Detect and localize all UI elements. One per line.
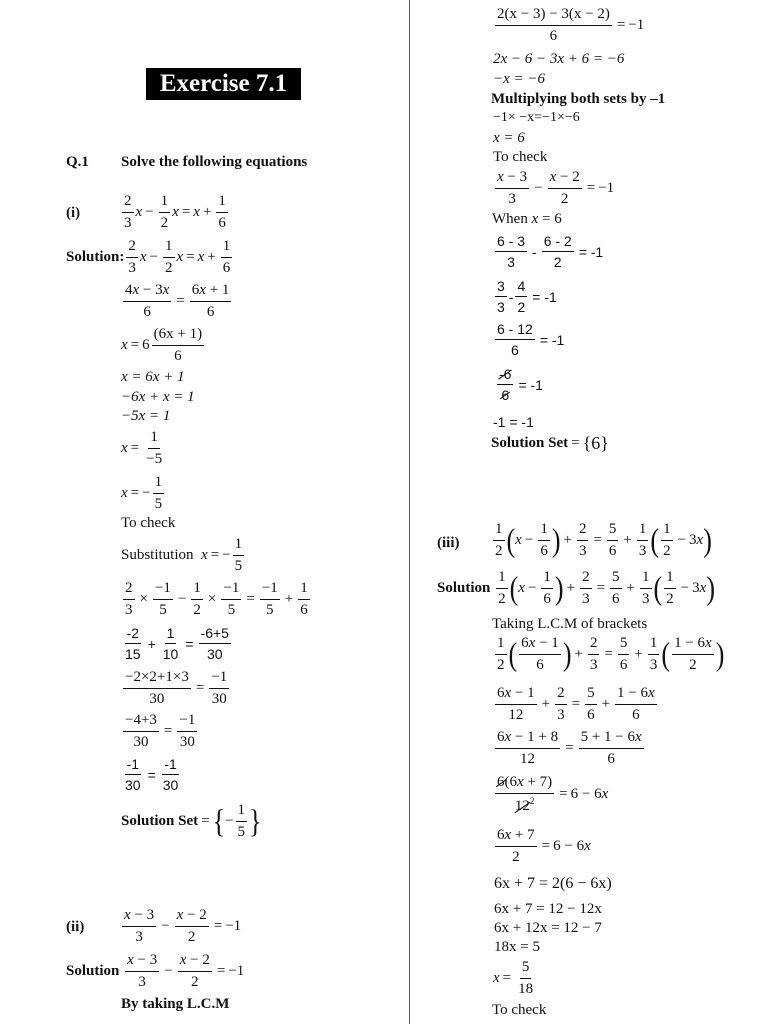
solution-iii-step6: $\frac{6x + 7}{2}$ = 6 − 6x [497, 827, 591, 865]
solution-ii-step5: −1× −x=−1×−6 [493, 110, 580, 125]
equation-iii: 1 2 ( x − $\frac{1}{6}$ ) + $\frac{2}{3}$ = $\frac{5}{6}$ + $\frac{1}{3}$ ( 1 2 − 3x ) [495, 521, 712, 559]
solution-set-ii: Solution Set = {6} [491, 433, 609, 453]
equation-ii: x − 3 3 − $\frac{x - 2}{2}$ = −1 [124, 907, 242, 945]
solution-label-iii: Solution [437, 580, 491, 597]
solution-iii-step2: 1 2 ( 6x − 1 6 ) + $\frac{2}{3}$ = $\frac{5}{6}$ + $\frac{1}{3}$ ( 1 − 6x 2 ) [497, 635, 725, 673]
solution-i-step3: x = 6 (6x + 1) 6 [121, 326, 203, 364]
solution-iii-step4: $\frac{6x - 1 + 8}{12}$ = $\frac{5 + 1 - 6x}{6}$ [497, 729, 642, 767]
check-i-step1: $\frac{2}{3}$ × $\frac{-1}{5}$ − $\frac{1}{2}$ × $\frac{-1}{5}$ = $\frac{-1}{5}$ + $\frac{1}{6}$ [125, 580, 308, 618]
solution-iii-step1: Solution 1 2 ( x − $\frac{1}{6}$ ) + $\frac{2}{3}$ = $\frac{5}{6}$ + $\frac{1}{3}$ ( 1 2 − 3x ) [437, 569, 715, 607]
check-ii-step3: 3 3 - $\frac{4}{2}$ = -1 [497, 278, 557, 315]
solution-iii-step10: 18x = 5 [494, 939, 540, 955]
solution-ii-step6: x = 6 [493, 130, 525, 146]
check-i-step5: $\frac{-1}{30}$ = $\frac{-1}{30}$ [125, 756, 179, 793]
equation-i: 2 3 x − $\frac{1}{2}$ x = x + $\frac{1}{6}$ [124, 193, 226, 231]
solution-ii-step4: −x = −6 [493, 71, 546, 87]
solution-i-step7: x = $\frac{1}{-5}$ [121, 429, 163, 467]
by-taking-lcm: By taking L.C.M [121, 996, 230, 1012]
solution-iii-step7: 6x + 7 = 2(6 − 6x) [494, 875, 612, 892]
column-divider [409, 0, 410, 1024]
solution-i-step2: $\frac{4x - 3x}{6}$ = $\frac{6x + 1}{6}$ [125, 282, 230, 320]
solution-ii-step1: Solution x − 3 3 − $\frac{x - 2}{2}$ = −1 [66, 952, 245, 990]
exercise-title: Exercise 7.1 [146, 68, 301, 100]
to-check-label-i: To check [121, 515, 176, 531]
solution-i-step4: x = 6x + 1 [121, 369, 185, 385]
part-ii-label: (ii) [66, 919, 85, 935]
solution-iii-step9: 6x + 12x = 12 − 7 [494, 920, 602, 936]
solution-i-step8: x = − $\frac{1}{5}$ [121, 474, 163, 512]
solution-ii-step3: 2x − 6 − 3x + 6 = −6 [493, 51, 625, 67]
multiplying-label: Multiplying both sets by –1 [491, 91, 666, 107]
check-ii-step6: -1 = -1 [493, 414, 534, 430]
solution-set-label-i: Solution Set [121, 813, 199, 830]
part-i-label: (i) [66, 205, 81, 221]
solution-label-ii: Solution [66, 963, 120, 980]
taking-lcm-brackets: Taking L.C.M of brackets [492, 616, 648, 632]
solution-i-step6: −5x = 1 [121, 408, 171, 424]
check-ii-step4: $\frac{6 - 12}{6}$ = -1 [497, 321, 565, 358]
when-x-line: When x = 6 [492, 211, 562, 227]
check-ii-step1: x − 3 3 − $\frac{x - 2}{2}$ = −1 [497, 169, 615, 207]
substitution-line: Substitution x = − $\frac{1}{5}$ [121, 536, 243, 574]
question-number: Q.1 [66, 154, 89, 170]
check-ii-step2: 6 - 3 3 - $\frac{6 - 2}{2}$ = -1 [497, 233, 604, 270]
check-i-step3: $\frac{-2\times 2+1\times 3}{30}$ = $\frac{-1}{30}$ [125, 669, 228, 707]
solution-i-step5: −6x + x = 1 [121, 389, 195, 405]
solution-i-step1: Solution: 2 3 x − $\frac{1}{2}$ x = x + $\frac{1}{6}$ [66, 238, 231, 276]
to-check-label-ii: To check [493, 149, 548, 165]
substitution-label: Substitution [121, 547, 194, 564]
to-check-label-iii: To check [492, 1002, 547, 1018]
solution-label: Solution: [66, 249, 125, 266]
solution-iii-step11: x = $\frac{5}{18}$ [493, 959, 534, 997]
when-label: When [492, 211, 528, 227]
solution-set-label-ii: Solution Set [491, 434, 569, 451]
solution-iii-step8: 6x + 7 = 12 − 12x [494, 901, 602, 917]
solution-ii-step2: $\frac{2(x - 3) - 3(x - 2)}{6}$ = −1 [497, 6, 645, 44]
check-ii-step5: $\frac{-6}{6}$ = -1 [499, 366, 543, 403]
check-i-step2: -2 15 + $\frac{1}{10}$ = $\frac{-6+5}{30}$ [125, 625, 229, 662]
part-iii-label: (iii) [437, 535, 460, 551]
check-i-step4: $\frac{-4+3}{30}$ = $\frac{-1}{30}$ [125, 712, 196, 750]
solution-iii-step3: 6x − 1 12 + $\frac{2}{3}$ = $\frac{5}{6}$ + $\frac{1 - 6x}{6}$ [497, 685, 655, 723]
solution-iii-step5: $\frac{6(6x + 7)}{12^2}$ = 6 − 6x [497, 774, 609, 814]
question-text: Solve the following equations [121, 154, 308, 170]
solution-set-i: Solution Set = { − $\frac{1}{5}$ } [121, 802, 262, 840]
